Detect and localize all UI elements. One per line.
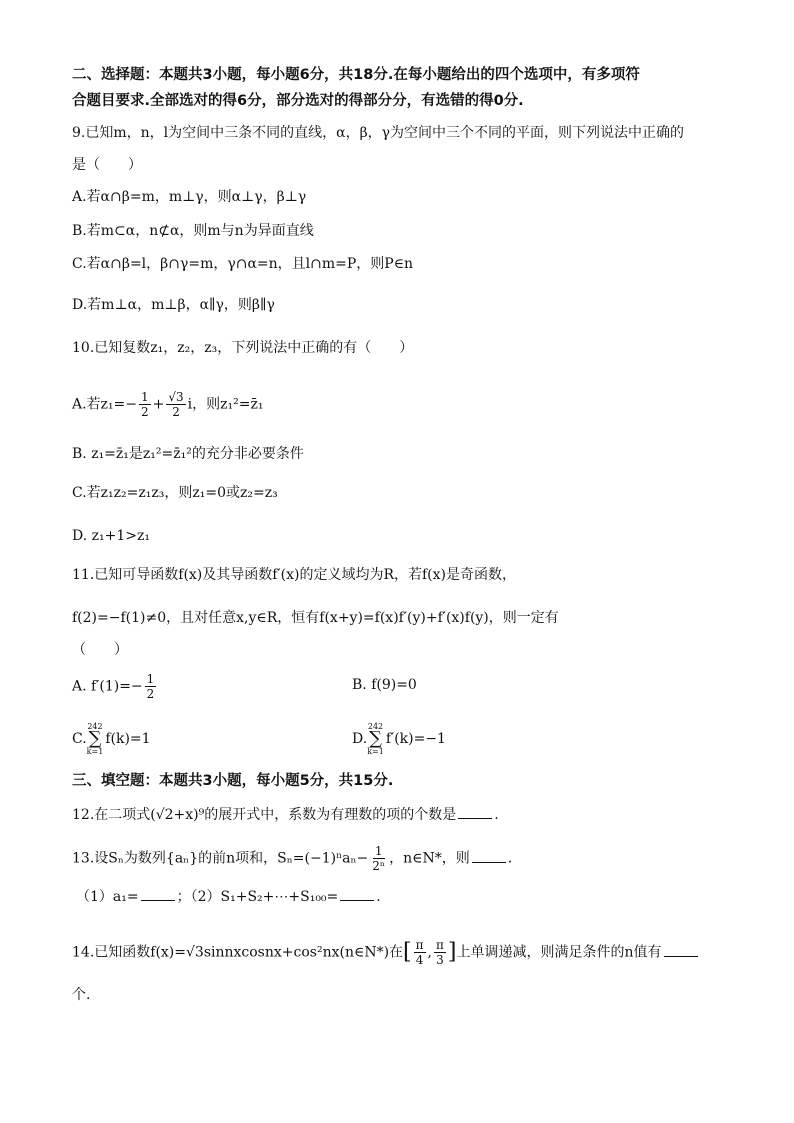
fraction <box>139 390 151 419</box>
period: . <box>376 889 381 905</box>
answer-blank[interactable] <box>664 942 698 957</box>
answer-blank-sum[interactable] <box>340 886 374 901</box>
q9-option-d: D.若m⊥α，m⊥β，α∥γ，则β∥γ <box>72 297 275 313</box>
fraction-denominator: 4 <box>415 953 424 967</box>
q10-stem: 10.已知复数z₁，z₂，z₃，下列说法中正确的有（ ） <box>72 340 414 356</box>
q13-prefix: 13.设Sₙ为数列{aₙ}的前n项和，Sₙ=(−1)ⁿaₙ− <box>72 850 369 867</box>
fraction <box>434 938 446 967</box>
q11-option-c <box>72 722 151 756</box>
q10-option-c: C.若z₁z₂=z₁z₃，则z₁=0或z₂=z₃ <box>72 485 278 501</box>
q11-option-d <box>352 722 446 756</box>
q11-stem-line1: 11.已知可导函数f(x)及其导函数f′(x)的定义域均为R，若f(x)是奇函数， <box>72 567 516 583</box>
q12-prefix: 12.在二项式 <box>72 807 151 823</box>
fraction <box>166 390 185 419</box>
q9-stem-line2: 是（ ） <box>72 157 142 173</box>
sum-upper: 242 <box>87 722 103 731</box>
q14-end: 个. <box>72 987 91 1003</box>
summation <box>367 722 384 756</box>
q10-a-prefix: A.若z₁=− <box>72 396 138 413</box>
sigma-symbol: ∑ <box>88 728 102 749</box>
left-bracket: [ <box>403 939 412 965</box>
period: . <box>507 850 513 867</box>
fraction <box>414 938 426 967</box>
answer-blank[interactable] <box>472 848 506 863</box>
answer-blank-a1[interactable] <box>141 886 175 901</box>
section-2-heading-line1: 二、选择题：本题共3小题，每小题6分，共18分.在每小题给出的四个选项中，有多项符 <box>72 67 640 83</box>
q14-prefix: 14.已知函数f(x)=√3sinnxcosnx+cos²nx(n∈N*)在 <box>72 944 404 961</box>
q12-binomial: (√2+x)⁹ <box>150 807 205 823</box>
q14-suffix: 上单调递减，则满足条件的n值有 <box>456 944 662 961</box>
q11-d-label: D. <box>352 731 368 747</box>
q10-option-b: B. z₁=z̄₁是z₁²=z̄₁²的充分非必要条件 <box>72 446 304 462</box>
fraction-denominator: 2ⁿ <box>372 859 386 873</box>
q9-option-b: B.若m⊂α，n⊄α，则m与n为异面直线 <box>72 223 314 239</box>
q9-option-c: C.若α∩β=l，β∩γ=m，γ∩α=n，且l∩m=P，则P∈n <box>72 256 414 272</box>
q13-suffix: ，n∈N*，则 <box>389 850 470 867</box>
comma: , <box>427 944 432 961</box>
sum-lower: k=1 <box>86 747 104 756</box>
q11-stem-line3: （ ） <box>72 642 128 658</box>
q13-sub2-label: ；（2）S₁+S₂+⋯+S₁₀₀= <box>176 889 339 905</box>
fraction-numerator: 1 <box>141 390 149 404</box>
q11-stem-line2: f(2)=−f(1)≠0，且对任意x,y∈R，恒有f(x+y)=f(x)f′(y)+f′(x)f(y)，则一定有 <box>72 610 559 626</box>
q9-option-a: A.若α∩β=m，m⊥γ，则α⊥γ，β⊥γ <box>72 189 307 205</box>
right-bracket: ] <box>447 939 457 965</box>
q10-a-suffix: i，则z₁²=z̄₁ <box>187 396 264 413</box>
answer-blank[interactable] <box>458 804 492 819</box>
q11-a-prefix: A. f′(1)=− <box>72 678 143 695</box>
q14 <box>72 938 700 967</box>
fraction-numerator: 1 <box>374 844 383 858</box>
q11-option-a <box>72 672 158 701</box>
fraction-numerator: π <box>435 938 444 952</box>
summation <box>87 722 104 756</box>
fraction <box>145 672 157 701</box>
fraction-denominator: 3 <box>436 953 444 967</box>
fraction <box>370 844 387 873</box>
fraction-numerator: √3 <box>168 390 184 404</box>
q13-stem <box>72 844 512 873</box>
section-3-heading: 三、填空题：本题共3小题，每小题5分，共15分. <box>72 773 394 789</box>
q11-c-body: f(k)=1 <box>105 731 151 747</box>
q10-option-a <box>72 390 263 419</box>
q13-sub1-label: （1）a₁= <box>76 889 139 905</box>
q12-suffix: 的展开式中，系数为有理数的项的个数是 <box>204 807 457 823</box>
fraction-denominator: 2 <box>141 405 149 419</box>
fraction-numerator: π <box>415 938 424 952</box>
sum-lower: k=1 <box>367 747 384 756</box>
section-2-heading-line2: 合题目要求.全部选对的得6分，部分选对的得部分分，有选错的得0分. <box>72 93 524 109</box>
q9-stem-line1: 9.已知m，n，l为空间中三条不同的直线，α，β，γ为空间中三个不同的平面，则下列说法中正确的 <box>72 125 685 141</box>
sigma-symbol: ∑ <box>369 728 382 749</box>
q10-option-d: D. z₁+1>z₁ <box>72 528 150 544</box>
fraction-denominator: 2 <box>146 687 155 701</box>
q11-c-label: C. <box>72 731 87 747</box>
fraction-numerator: 1 <box>146 672 155 686</box>
q11-d-body: f′(k)=−1 <box>385 731 446 747</box>
q13-subquestions <box>76 886 381 908</box>
fraction-denominator: 2 <box>172 405 180 419</box>
period: . <box>494 807 499 823</box>
q12 <box>72 804 499 826</box>
plus-sign: + <box>152 396 165 413</box>
q11-option-b: B. f(9)=0 <box>352 677 417 693</box>
sum-upper: 242 <box>367 722 384 731</box>
